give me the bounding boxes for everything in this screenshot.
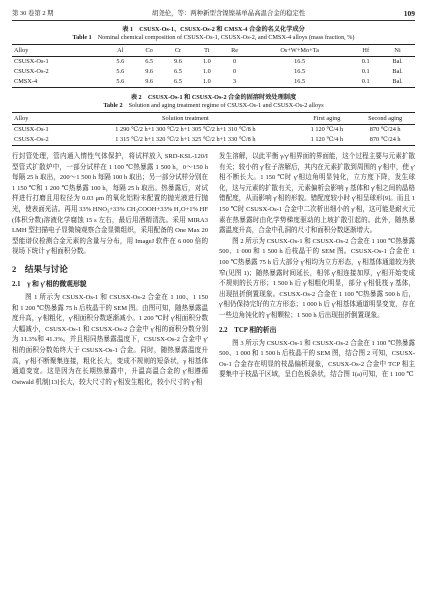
table-block-2: [12, 94, 415, 146]
two-column-body: [12, 152, 415, 388]
table-cell: 5.6: [106, 77, 135, 88]
table-cell: 1.0: [192, 77, 221, 88]
table-cell: 1.0: [202, 58, 211, 65]
column-header: Ti: [192, 45, 221, 57]
column-header: Ni: [380, 45, 415, 57]
table-header-row: [12, 45, 415, 57]
column-header: Solution treatment: [72, 113, 298, 125]
table-cell: 870 ℃/24 h: [355, 135, 415, 146]
table-cell: CSUSX-Os-2: [14, 68, 49, 75]
data-table: [12, 112, 415, 146]
table-label: Table 1: [72, 34, 92, 41]
table-row: [12, 135, 415, 146]
table-cell: 16.5: [294, 68, 306, 75]
table-cell: 1 120 ℃/4 h: [298, 135, 355, 146]
table-cell: CSUSX-Os-1: [14, 58, 49, 65]
subsection-heading: 2.1 γ 和 γ′相的微观形貌: [12, 280, 87, 288]
table-cell: 0.1: [351, 77, 380, 88]
column-header: Re: [221, 45, 248, 57]
table-cell: 9.6: [174, 58, 182, 65]
column-header: First aging: [298, 113, 355, 125]
table-cell: Bal.: [392, 68, 403, 75]
table-row: [12, 57, 415, 68]
table-cell: 0: [233, 68, 237, 75]
table-row: [12, 67, 415, 77]
body-paragraph: 图 1 所示为 CSUSX-Os-1 和 CSUSX-Os-2 合金在 1 100、1 150 和 1 200 ℃热暴露 75 h 后枝晶干的 SEM 图。由图可知，随热暴露温度升高，γ′相粗化，γ′相面积分数逐渐减小。1 200 ℃时 γ′相面积分数大幅减小，CSUSX-Os-1 和 CSUSX-Os-2 合金中 γ′相的面积分数分别为 11.3%和 41.3%。并且相同热暴露温度下，CSUSX-Os-2 合金中 γ′相的面积分数始终大于 CSUSX-Os-1 合金。同时，随热暴露温度升高，γ′相不断聚集连接，粗化长大，变成不规则的短条状，γ 相基体通道变宽。这是因为在长期热暴露中，升温高温合金的 γ′相遵循 Ostwald 机制[13]长大，较大尺寸的 γ′相发生粗化，较小尺寸的 γ′相: [12, 293, 208, 386]
volume-issue: 第 30 卷第 2 期: [12, 10, 54, 17]
table-caption-text: Solution and aging treatment regime of CSUSX-Os-1 and CSUSX-Os-2 alloys: [128, 102, 324, 109]
table-cell: CMSX-4: [12, 77, 106, 88]
column-header: Alloy: [12, 113, 72, 125]
body-paragraph: 图 2 所示为 CSUSX-Os-1 和 CSUSX-Os-2 合金在 1 100 ℃热暴露 500、1 000 和 1 500 h 后枝晶干的 SEM 图。CSUSX-Os-1 合金在 1 100 ℃热暴露 75 h 后大部分 γ′相均为立方形态，γ 相基体通道较为狭窄(见图 1)；随热暴露时间延长，相邻 γ′相连接加厚，γ′相开始变成不规则的长方形；1 500 h 后 γ′相粗化明显，部分 γ′相低筏 γ 基体，出现扭折倒置现象。CSUSX-Os-2 合金在 1 100 ℃热暴露 500 h 后，γ′相仍保持完好的立方形态；1 000 h 后 γ′相基体通道明显变宽，存在一些边角钝化的 γ′相颗粒；1 500 h 后出现扭折倒置现象。: [219, 237, 415, 319]
right-column: [219, 152, 415, 388]
table-header-row: [12, 113, 415, 125]
table-cell: 16.5: [248, 77, 351, 88]
left-column: [12, 152, 208, 388]
data-table: [12, 44, 415, 88]
column-header: Alloy: [12, 45, 106, 57]
column-header: Hf: [351, 45, 380, 57]
table-cell: 3: [221, 77, 248, 88]
column-header: Co: [135, 45, 164, 57]
table-caption-en: [12, 34, 415, 42]
column-header: Second aging: [355, 113, 415, 125]
table-label: Table 2: [103, 102, 123, 109]
table-row: [12, 77, 415, 88]
subsection-heading: 2.2 TCP 相的析出: [219, 326, 277, 334]
column-header: Al: [106, 45, 135, 57]
table-caption-text: Nominal chemical composition of CSUSX-Os-1, CSUSX-Os-2, and CMSX-4 alloys (mass fraction, %): [97, 34, 355, 41]
page-number: 109: [403, 9, 415, 18]
table-cell: CSUSX-Os-1: [14, 126, 49, 133]
table-cell: 5.6: [116, 58, 125, 65]
table-cell: 5.6: [116, 68, 125, 75]
table-cell: Bal.: [380, 77, 415, 88]
table-cell: 0.1: [361, 68, 370, 75]
table-row: [12, 125, 415, 136]
table-cell: 6.5: [145, 58, 154, 65]
body-paragraph: 图 3 所示为 CSUSX-Os-1 和 CSUSX-Os-2 合金在 1 100 ℃热暴露 500、1 000 和 1 500 h 后枝晶干的 SEM 图，结合图 2 可知，CSUSX-Os-1 合金存在明显的枝晶偏析现象，CSUSX-Os-2 合金中 TCP 相主要集中于枝晶干区域，呈白色板条状，结合图 1(a)可知，在 1 100 ℃: [219, 339, 415, 379]
column-header: Os+W+Mo+Ta: [248, 45, 351, 57]
table-cell: 1.0: [202, 68, 211, 75]
body-paragraph: 行封管处理，管内通入惰性气体保护，将试样放入 SRD-KSL-120/I 型管式扩散炉中，一部分试样在 1 100 ℃热暴露 1 500 h，0～150 h 每隔 25 h 取出，200～1 500 h 每隔 100 h 取出；另一部分试样分别在 1 150 ℃和 1 200 ℃热暴露 100 h，每隔 25 h 取出。热暴露后，对试样进行打磨且用粒径为 0.03 μm 的氧化铝粉末配置的抛光液进行抛光，使表面光洁。再用 33% HNO₃+33% CH₃COOH+33% H₂O+1% HF (体积分数)溶液化学腐蚀 15 s 左右，最后用酒精清洗。采用 MIRA3 LMH 型扫描电子显微镜观察合金显微组织，采用配备的 One Max 20 型能谱仪检测合金元素的含量与分布，用 ImageJ 软件在 6 000 倍的视场下统计 γ′相面积分数。: [12, 153, 208, 256]
running-title: 胡尧伦，等：两种新型含镍镍基单晶高温合金的稳定性: [151, 10, 306, 17]
table-cell: 1 290 ℃/2 h+1 300 ℃/2 h+1 305 ℃/2 h+1 310 ℃/8 h: [115, 126, 256, 133]
table-cell: 9.6: [145, 68, 154, 75]
table-caption-zh: 表 1 CSUSX-Os-1、CSUSX-Os-2 和 CMSX-4 合金的名义化学成分: [122, 26, 305, 33]
tables-area: [12, 26, 415, 146]
table-block-1: [12, 26, 415, 88]
table-cell: 6.5: [164, 77, 193, 88]
table-cell: 1 120 ℃/4 h: [310, 126, 344, 133]
table-cell: 1 315 ℃/2 h+1 320 ℃/2 h+1 325 ℃/2 h+1 330 ℃/8 h: [72, 135, 298, 146]
table-cell: 0: [233, 58, 237, 65]
table-cell: CSUSX-Os-2: [12, 135, 72, 146]
body-paragraph: 发生溶解，以此平衡 γ/γ′相界面的界面能，这个过程主要与元素扩散有关；较小的 γ′粒子溶解后，其内在元素扩散到周围的 γ′相中，使 γ′相不断长大。1 150 ℃时 γ′相边角明显钝化，立方度下降，发生球化，这与元素的扩散有关，元素偏析会影响 γ 基体和 γ′相之间的晶格错配度，从而影响 γ′相的形貌。错配度较小时 γ′相呈球形[9]。而且 1 150 ℃时 CSUSX-Os-1 合金中二次析出细小的 γ′相，这可能是耐火元素在热暴露时由化学势梯度驱动的上坡扩散引起的。此外，随热暴露温度升高，合金中孔洞的尺寸和面积分数逐渐增大。: [219, 153, 415, 235]
table-cell: 16.5: [294, 58, 306, 65]
section-heading: 2 结果与讨论: [12, 263, 68, 274]
table-cell: 9.6: [135, 77, 164, 88]
table-caption-en: [12, 102, 415, 110]
table-cell: 870 ℃/24 h: [369, 126, 401, 133]
running-header: [12, 10, 415, 21]
table-cell: 6.5: [174, 68, 182, 75]
table-caption-zh: 表 2 CSUSX-Os-1 和 CSUSX-Os-2 合金的固溶时效处理制度: [130, 94, 297, 101]
column-header: Cr: [164, 45, 193, 57]
table-cell: Bal.: [392, 58, 403, 65]
table-cell: 0.1: [361, 58, 370, 65]
